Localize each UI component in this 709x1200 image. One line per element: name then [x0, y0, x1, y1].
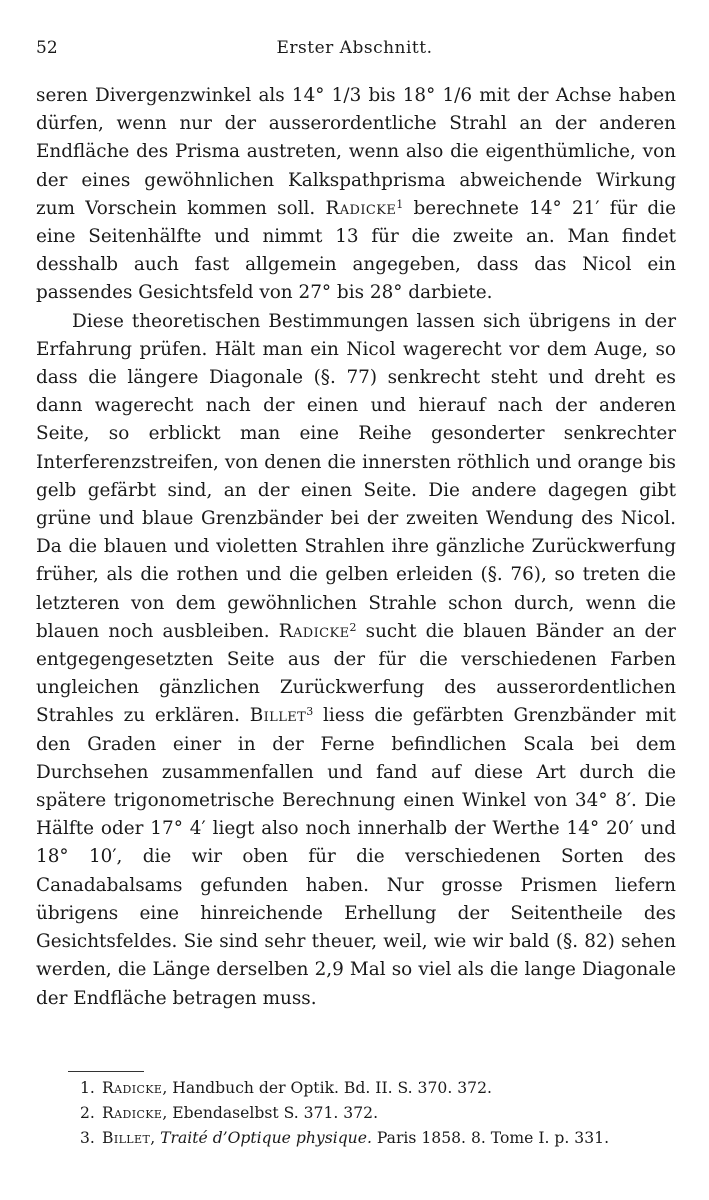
- footnote-number: 3.: [80, 1129, 95, 1147]
- footnote-author: Radicke: [102, 1104, 163, 1122]
- footnote-text: , Ebendaselbst S. 371. 372.: [162, 1104, 379, 1122]
- paragraph-2-text-b: sucht die blauen Bänder an der entgegengesetzten Seite aus der für die verschiedenen Farben ungleichen gänzlichen Zurückwerfung des ausserordentlichen Strahles zu erklären.: [36, 620, 676, 727]
- footnote-text: , Handbuch der Optik. Bd. II. S. 370. 372.: [162, 1079, 492, 1097]
- footnote-1: [80, 1076, 680, 1101]
- paragraph-2: [36, 308, 676, 1013]
- paragraph-2-text-a: Diese theoretischen Bestimmungen lassen sich übrigens in der Erfahrung prüfen. Hält man ein Nicol wagerecht vor dem Auge, so dass die längere Diagonale (§. 77) senkrecht steht und dreht es dann wagerecht nach der einen und hierauf nach der anderen Seite, so erblickt man eine Reihe gesonderter senkrechter Interferenzstreifen, von denen die innersten röthlich und orange bis gelb gefärbt sind, an der einen Seite. Die andere dagegen gibt grüne und blaue Grenzbänder bei der zweiten Wendung des Nicol. Da die blauen und violetten Strahlen ihre gänzliche Zurückwerfung früher, als die rothen und die gelben erleiden (§. 76), so treten die letzteren von dem gewöhnlichen Strahle schon durch, wenn die blauen noch ausbleiben.: [36, 310, 676, 642]
- footnote-2: [80, 1101, 680, 1126]
- footnote-ref-2: 2: [349, 620, 357, 634]
- paragraph-1: [36, 82, 676, 308]
- footnote-divider: [68, 1071, 144, 1072]
- footnotes: [80, 1076, 680, 1151]
- footnote-separator: ,: [150, 1129, 161, 1147]
- footnote-author: Radicke: [102, 1079, 163, 1097]
- running-head: Erster Abschnitt.: [276, 38, 433, 58]
- footnote-number: 2.: [80, 1104, 95, 1122]
- author-billet: Billet: [249, 705, 307, 727]
- author-radicke: Radicke: [325, 197, 397, 219]
- footnote-number: 1.: [80, 1079, 95, 1097]
- footnote-ref-3: 3: [306, 705, 314, 719]
- page-number: 52: [36, 38, 58, 58]
- footnote-3: [80, 1126, 680, 1151]
- footnote-text: Paris 1858. 8. Tome I. p. 331.: [371, 1129, 610, 1147]
- footnote-ref-1: 1: [396, 197, 404, 211]
- body-text: [36, 82, 676, 1013]
- paragraph-1-text-a: seren Divergenzwinkel als 14° 1/3 bis 18° 1/6 mit der Achse haben dürfen, wenn nur der ausserordentliche Strahl an der anderen Endfläche des Prisma austreten, wenn also die eigenthümliche, von der eines gewöhnlichen Kalkspathprisma abweichende Wirkung zum Vorschein kommen soll.: [36, 85, 676, 219]
- paragraph-1-text-b: berechnete 14° 21′ für die eine Seitenhälfte und nimmt 13 für die zweite an. Man findet desshalb auch fast allgemein angegeben, dass das Nicol ein passendes Gesichtsfeld von 27° bis 28° darbiete.: [36, 197, 676, 304]
- paragraph-2-text-c: liess die gefärbten Grenzbänder mit den Graden einer in der Ferne befindlichen Scala bei dem Durchsehen zusammenfallen und fand auf diese Art durch die spätere trigonometrische Berechnung einen Winkel von 34° 8′. Die Hälfte oder 17° 4′ liegt also noch innerhalb der Werthe 14° 20′ und 18° 10′, die wir oben für die verschiedenen Sorten des Canadabalsams gefunden haben. Nur grosse Prismen liefern übrigens eine hinreichende Erhellung der Seitentheile des Gesichtsfeldes. Sie sind sehr theuer, weil, wie wir bald (§. 82) sehen werden, die Länge derselben 2,9 Mal so viel als die lange Diagonale der Endfläche betragen muss.: [36, 705, 676, 1009]
- author-radicke: Radicke: [278, 620, 350, 642]
- footnote-author: Billet: [102, 1129, 151, 1147]
- footnote-book-title: Traité d’Optique physique.: [160, 1129, 372, 1147]
- page-header: [36, 38, 673, 64]
